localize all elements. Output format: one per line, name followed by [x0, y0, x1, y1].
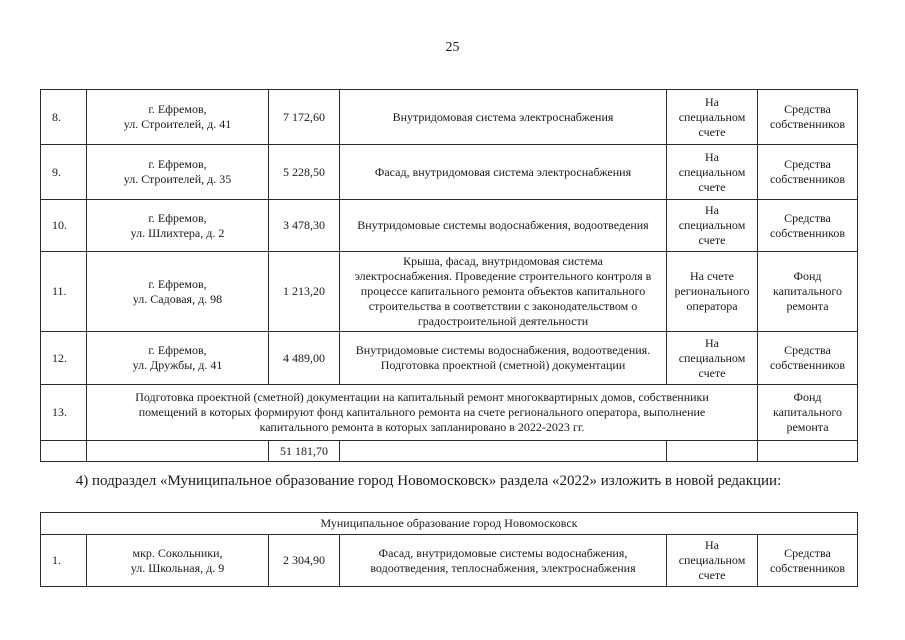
- row-number: 1.: [41, 535, 87, 587]
- table-header-row: [41, 513, 858, 535]
- address-line: ул. Шлихтера, д. 2: [130, 225, 225, 240]
- cost-cell: 7 172,60: [269, 90, 340, 145]
- address-cell: [87, 145, 269, 200]
- work-line: Крыша, фасад, внутридомовая система: [403, 254, 603, 268]
- funding-source-cell: [758, 535, 858, 587]
- address-line: ул. Дружбы, д. 41: [132, 358, 223, 372]
- account-type-cell: [667, 200, 758, 252]
- source-line: Фонд: [793, 390, 822, 404]
- source-line: капитального: [773, 405, 842, 419]
- address-line: г. Ефремов,: [148, 210, 207, 225]
- account-line: регионального: [674, 284, 750, 298]
- table-row: [41, 535, 858, 587]
- funding-source-cell: [758, 385, 858, 441]
- empty-cell: [758, 441, 858, 462]
- account-line: специальном: [678, 553, 746, 567]
- section-heading: 4) подраздел «Муниципальное образование город Новомосковск» раздела «2022» изложить в новой редакции:: [75, 473, 782, 489]
- account-type-cell: [667, 145, 758, 200]
- empty-cell: [87, 441, 269, 462]
- address-cell: [87, 535, 269, 587]
- address-cell: [87, 332, 269, 385]
- cost-cell: 5 228,50: [269, 145, 340, 200]
- address-line: ул. Строителей, д. 35: [123, 172, 232, 186]
- address-cell: [87, 200, 269, 252]
- funding-source-cell: [758, 332, 858, 385]
- row-number: 13.: [41, 385, 87, 441]
- account-line: счете: [698, 124, 726, 139]
- source-line: Средства: [784, 210, 831, 225]
- work-description: Внутридомовая система электроснабжения: [340, 90, 667, 145]
- empty-cell: [667, 441, 758, 462]
- funding-source-cell: [758, 90, 858, 145]
- work-line: Подготовка проектной (сметной) документации на капитальный ремонт многоквартирных домов, собственники: [135, 390, 709, 404]
- source-line: Средства: [784, 157, 831, 171]
- work-line: процессе капитального ремонта объектов капитального: [360, 284, 646, 298]
- account-line: На: [705, 538, 719, 552]
- address-line: мкр. Сокольники,: [132, 545, 223, 560]
- empty-cell: [41, 441, 87, 462]
- account-type-cell: [667, 332, 758, 385]
- account-line: специальном: [678, 109, 746, 124]
- address-line: г. Ефремов,: [148, 102, 207, 116]
- source-line: собственников: [769, 560, 846, 575]
- work-line: градостроительной деятельности: [417, 314, 589, 328]
- table-row: [41, 90, 858, 145]
- cost-cell: 2 304,90: [269, 535, 340, 587]
- table-row: [41, 332, 858, 385]
- cost-cell: 4 489,00: [269, 332, 340, 385]
- source-line: Фонд: [793, 269, 822, 283]
- cost-cell: 1 213,20: [269, 252, 340, 332]
- row-number: 10.: [41, 200, 87, 252]
- work-line: строительства в соответствии с законодательством о: [368, 299, 638, 313]
- source-line: собственников: [769, 117, 846, 131]
- novomoskovsk-table: [40, 512, 858, 587]
- account-line: На: [705, 94, 719, 109]
- page-number: 25: [445, 40, 460, 55]
- address-line: г. Ефремов,: [148, 157, 207, 171]
- account-line: оператора: [686, 299, 738, 313]
- account-line: На: [705, 335, 719, 350]
- address-cell: [87, 90, 269, 145]
- row-number: 9.: [41, 145, 87, 200]
- work-line: Фасад, внутридомовые системы водоснабжения,: [378, 545, 628, 560]
- account-line: счете: [698, 233, 726, 247]
- work-line: Внутридомовые системы водоснабжения, водоотведения.: [355, 343, 651, 357]
- account-line: специальном: [678, 164, 746, 179]
- funding-source-cell: [758, 252, 858, 332]
- work-description: [340, 252, 667, 332]
- source-line: собственников: [769, 358, 846, 372]
- work-line: помещений в которых формируют фонд капитального ремонта на счете регионального оператора, выполнение: [138, 405, 706, 419]
- table-row: [41, 145, 858, 200]
- source-line: собственников: [769, 172, 846, 186]
- work-description: [340, 332, 667, 385]
- source-line: Средства: [784, 102, 831, 116]
- source-line: ремонта: [786, 299, 829, 313]
- row-number: 8.: [41, 90, 87, 145]
- address-line: г. Ефремов,: [148, 276, 207, 291]
- table-row: [41, 200, 858, 252]
- table-row: [41, 385, 858, 441]
- address-cell: [87, 252, 269, 332]
- table-row: [41, 252, 858, 332]
- address-line: ул. Садовая, д. 98: [132, 291, 223, 306]
- address-line: г. Ефремов,: [148, 343, 207, 357]
- cost-cell: 3 478,30: [269, 200, 340, 252]
- row-number: 12.: [41, 332, 87, 385]
- account-line: На счете: [689, 269, 734, 283]
- source-line: капитального: [773, 284, 842, 298]
- municipality-header: Муниципальное образование город Новомосковск: [41, 513, 858, 535]
- source-line: собственников: [769, 225, 846, 240]
- row-number: 11.: [41, 252, 87, 332]
- total-cost: 51 181,70: [269, 441, 340, 462]
- account-line: счете: [698, 179, 726, 194]
- account-line: На: [705, 149, 719, 164]
- funding-source-cell: [758, 145, 858, 200]
- account-type-cell: [667, 252, 758, 332]
- account-line: счете: [698, 365, 726, 380]
- work-line: Подготовка проектной (сметной) документации: [380, 358, 626, 372]
- source-line: ремонта: [786, 420, 829, 434]
- source-line: Средства: [784, 343, 831, 357]
- account-line: специальном: [678, 350, 746, 365]
- account-line: На: [705, 203, 719, 217]
- account-line: счете: [698, 568, 726, 582]
- account-type-cell: [667, 90, 758, 145]
- work-description: Внутридомовые системы водоснабжения, водоотведения: [340, 200, 667, 252]
- total-row: [41, 441, 858, 462]
- address-line: ул. Строителей, д. 41: [123, 117, 232, 131]
- capital-repair-table: [40, 89, 858, 462]
- work-description: [340, 535, 667, 587]
- work-description: [87, 385, 758, 441]
- work-line: капитального ремонта в которых запланировано в 2022-2023 гг.: [259, 420, 585, 434]
- empty-cell: [340, 441, 667, 462]
- funding-source-cell: [758, 200, 858, 252]
- account-line: специальном: [678, 218, 746, 232]
- account-type-cell: [667, 535, 758, 587]
- work-line: водоотведения, теплоснабжения, электроснабжения: [370, 560, 636, 575]
- work-description: Фасад, внутридомовая система электроснабжения: [340, 145, 667, 200]
- work-line: электроснабжения. Проведение строительного контроля в: [354, 269, 652, 283]
- source-line: Средства: [784, 545, 831, 560]
- address-line: ул. Школьная, д. 9: [130, 560, 225, 575]
